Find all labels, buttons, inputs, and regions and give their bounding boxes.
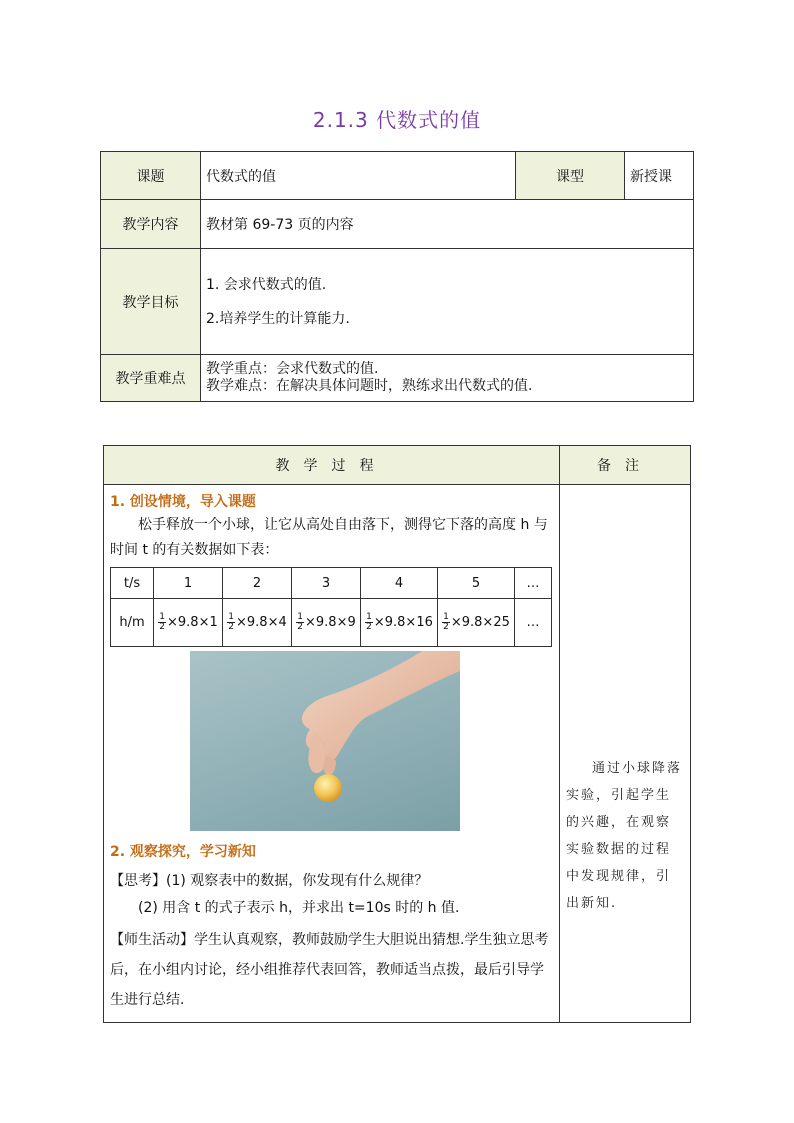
ball-icon	[314, 774, 342, 802]
hand-shape	[302, 651, 460, 762]
t-cell: 1	[154, 568, 223, 599]
content-label: 教学内容	[101, 200, 201, 249]
ball-drop-photo	[190, 651, 460, 831]
difficulty-label: 教学重难点	[101, 355, 201, 402]
half-fraction: $\frac{1}{2}$	[159, 612, 165, 632]
t-cell: 2	[223, 568, 292, 599]
section2-title: 2. 观察探究，学习新知	[110, 844, 256, 860]
content-value: 教材第 69-73 页的内容	[201, 200, 694, 249]
h-cell: $\frac{1}{2}$ ×9.8×16	[361, 599, 438, 647]
h-cell: $\frac{1}{2}$ ×9.8×25	[438, 599, 515, 647]
half-fraction: $\frac{1}{2}$	[297, 612, 303, 632]
teaching-process-table	[103, 445, 691, 1023]
key-point: 教学重点：会求代数式的值.	[206, 361, 379, 377]
topic-value: 代数式的值	[201, 152, 516, 200]
t-cell: 3	[292, 568, 361, 599]
t-cell: 4	[361, 568, 438, 599]
fall-data-table	[110, 567, 552, 647]
h-cell: $\frac{1}{2}$ ×9.8×1	[154, 599, 223, 647]
t-cell: 5	[438, 568, 515, 599]
hard-point: 教学难点：在解决具体问题时，熟练求出代数式的值.	[206, 378, 533, 394]
h-cell: $\frac{1}{2}$ ×9.8×4	[223, 599, 292, 647]
page-title: 2.1.3 代数式的值	[312, 108, 482, 132]
goals-label: 教学目标	[101, 249, 201, 355]
half-fraction: $\frac{1}{2}$	[228, 612, 234, 632]
activity-text: 【师生活动】学生认真观察，教师鼓励学生大胆说出猜想.学生独立思考后，在小组内讨论，经小组推荐代表回答，教师适当点拨，最后引导学生进行总结.	[110, 932, 549, 1008]
note-text: 通过小球降落实验，引起学生的兴趣，在观察实验数据的过程中发现规律，引出新知.	[566, 761, 683, 911]
process-header: 教学过程	[104, 446, 560, 485]
note-cell	[560, 485, 691, 1023]
think-question-1: 【思考】(1) 观察表中的数据，你发现有什么规律？	[110, 873, 429, 889]
h-cell: $\frac{1}{2}$ ×9.8×9	[292, 599, 361, 647]
goals-list	[201, 249, 694, 355]
difficulty-content	[201, 355, 694, 402]
think-question-2: (2) 用含 t 的式子表示 h，并求出 t=10s 时的 h 值.	[138, 900, 460, 916]
t-label: t/s	[111, 568, 154, 599]
t-cell: …	[515, 568, 552, 599]
section1-title: 1. 创设情境，导入课题	[110, 494, 256, 510]
goal-item: 2.培养学生的计算能力.	[206, 310, 350, 327]
type-value: 新授课	[625, 152, 694, 200]
topic-label: 课题	[101, 152, 201, 200]
h-label: h/m	[111, 599, 154, 647]
hand-holding-ball-illustration	[190, 651, 460, 831]
note-header: 备注	[560, 446, 691, 485]
section1-text: 松手释放一个小球，让它从高处自由落下，测得它下落的高度 h 与时间 t 的有关数据如下表：	[110, 517, 548, 558]
type-label: 课型	[516, 152, 625, 200]
lesson-info-table	[100, 151, 694, 402]
goal-item: 1. 会求代数式的值.	[206, 276, 327, 293]
half-fraction: $\frac{1}{2}$	[366, 612, 372, 632]
process-content	[104, 485, 560, 1023]
h-cell: …	[515, 599, 552, 647]
half-fraction: $\frac{1}{2}$	[443, 612, 449, 632]
